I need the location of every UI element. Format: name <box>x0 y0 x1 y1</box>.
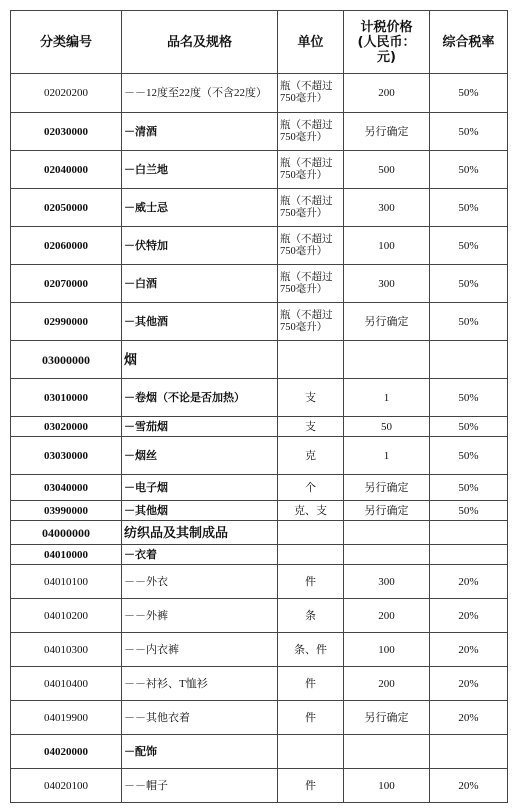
cell-price: 300 <box>344 565 430 599</box>
cell-unit: 件 <box>278 667 344 701</box>
cell-name: －－外裤 <box>122 599 278 633</box>
cell-code: 03010000 <box>11 379 122 417</box>
cell-name: －－12度至22度（不含22度） <box>122 74 278 113</box>
cell-unit: 瓶（不超过750毫升） <box>278 189 344 227</box>
cell-name: －雪茄烟 <box>122 417 278 437</box>
cell-rate: 50% <box>430 74 508 113</box>
table-header-row <box>11 11 508 74</box>
cell-name: －其他酒 <box>122 303 278 341</box>
cell-code: 04010400 <box>11 667 122 701</box>
cell-rate: 50% <box>430 151 508 189</box>
cell-rate: 50% <box>430 379 508 417</box>
cell-rate: 50% <box>430 303 508 341</box>
cell-code: 03030000 <box>11 437 122 475</box>
table-row <box>11 74 508 113</box>
header-name: 品名及规格 <box>122 11 278 74</box>
cell-code: 02060000 <box>11 227 122 265</box>
cell-rate: 50% <box>430 501 508 521</box>
cell-rate: 50% <box>430 265 508 303</box>
cell-unit: 件 <box>278 565 344 599</box>
cell-price: 另行确定 <box>344 501 430 521</box>
header-price: 计税价格 (人民币： 元) <box>344 11 430 74</box>
cell-rate <box>430 521 508 545</box>
cell-price: 100 <box>344 769 430 803</box>
table-row <box>11 521 508 545</box>
cell-name: －白兰地 <box>122 151 278 189</box>
cell-unit: 瓶（不超过750毫升） <box>278 303 344 341</box>
cell-unit: 件 <box>278 701 344 735</box>
table-row <box>11 565 508 599</box>
table-row <box>11 265 508 303</box>
table-row <box>11 701 508 735</box>
cell-rate <box>430 735 508 769</box>
cell-code: 04010300 <box>11 633 122 667</box>
header-rate: 综合税率 <box>430 11 508 74</box>
cell-unit: 瓶（不超过750毫升） <box>278 265 344 303</box>
table-row <box>11 599 508 633</box>
cell-price: 200 <box>344 599 430 633</box>
cell-price: 100 <box>344 633 430 667</box>
cell-price: 1 <box>344 379 430 417</box>
table-row <box>11 545 508 565</box>
header-code: 分类编号 <box>11 11 122 74</box>
table-row <box>11 227 508 265</box>
cell-code: 04000000 <box>11 521 122 545</box>
cell-rate: 50% <box>430 475 508 501</box>
cell-unit: 瓶（不超过750毫升） <box>278 74 344 113</box>
cell-name: －其他烟 <box>122 501 278 521</box>
cell-unit: 瓶（不超过750毫升） <box>278 113 344 151</box>
cell-name: －电子烟 <box>122 475 278 501</box>
cell-price: 1 <box>344 437 430 475</box>
cell-name: －清酒 <box>122 113 278 151</box>
cell-code: 03000000 <box>11 341 122 379</box>
cell-code: 02030000 <box>11 113 122 151</box>
table-row <box>11 379 508 417</box>
cell-code: 02050000 <box>11 189 122 227</box>
table-row <box>11 417 508 437</box>
cell-unit: 瓶（不超过750毫升） <box>278 227 344 265</box>
cell-name: －衣着 <box>122 545 278 565</box>
table-row <box>11 151 508 189</box>
cell-unit <box>278 545 344 565</box>
cell-code: 03040000 <box>11 475 122 501</box>
cell-name: 烟 <box>122 341 278 379</box>
cell-code: 03990000 <box>11 501 122 521</box>
cell-price: 另行确定 <box>344 701 430 735</box>
cell-rate: 20% <box>430 667 508 701</box>
table-row <box>11 735 508 769</box>
cell-unit <box>278 521 344 545</box>
cell-price: 100 <box>344 227 430 265</box>
table-row <box>11 769 508 803</box>
cell-code: 04020100 <box>11 769 122 803</box>
cell-rate: 20% <box>430 701 508 735</box>
cell-name: －白酒 <box>122 265 278 303</box>
table-row <box>11 633 508 667</box>
cell-name: －伏特加 <box>122 227 278 265</box>
cell-unit: 个 <box>278 475 344 501</box>
table-row <box>11 189 508 227</box>
cell-price <box>344 735 430 769</box>
cell-unit: 瓶（不超过750毫升） <box>278 151 344 189</box>
cell-name: －－其他衣着 <box>122 701 278 735</box>
cell-rate <box>430 341 508 379</box>
tariff-table <box>10 10 508 803</box>
cell-code: 04010000 <box>11 545 122 565</box>
cell-code: 04010100 <box>11 565 122 599</box>
cell-code: 02020200 <box>11 74 122 113</box>
cell-code: 04019900 <box>11 701 122 735</box>
cell-rate <box>430 545 508 565</box>
cell-price: 另行确定 <box>344 113 430 151</box>
cell-rate: 50% <box>430 437 508 475</box>
cell-price: 50 <box>344 417 430 437</box>
table-body <box>11 74 508 803</box>
table-row <box>11 303 508 341</box>
cell-name: 纺织品及其制成品 <box>122 521 278 545</box>
cell-name: －－帽子 <box>122 769 278 803</box>
cell-price: 500 <box>344 151 430 189</box>
cell-unit <box>278 735 344 769</box>
header-unit: 单位 <box>278 11 344 74</box>
cell-unit: 支 <box>278 379 344 417</box>
cell-code: 03020000 <box>11 417 122 437</box>
cell-price: 300 <box>344 189 430 227</box>
cell-rate: 50% <box>430 189 508 227</box>
cell-price: 200 <box>344 74 430 113</box>
cell-unit: 支 <box>278 417 344 437</box>
cell-unit <box>278 341 344 379</box>
cell-unit: 条 <box>278 599 344 633</box>
cell-unit: 克 <box>278 437 344 475</box>
cell-rate: 50% <box>430 113 508 151</box>
cell-name: －烟丝 <box>122 437 278 475</box>
cell-price: 另行确定 <box>344 475 430 501</box>
cell-name: －－衬衫、T恤衫 <box>122 667 278 701</box>
cell-price: 300 <box>344 265 430 303</box>
cell-unit: 件 <box>278 769 344 803</box>
cell-code: 02990000 <box>11 303 122 341</box>
cell-price <box>344 545 430 565</box>
cell-price: 200 <box>344 667 430 701</box>
cell-code: 04010200 <box>11 599 122 633</box>
cell-rate: 20% <box>430 769 508 803</box>
table-row <box>11 437 508 475</box>
cell-price: 另行确定 <box>344 303 430 341</box>
cell-code: 02070000 <box>11 265 122 303</box>
table-row <box>11 501 508 521</box>
table-row <box>11 113 508 151</box>
cell-code: 04020000 <box>11 735 122 769</box>
cell-name: －卷烟（不论是否加热） <box>122 379 278 417</box>
cell-price <box>344 521 430 545</box>
cell-name: －配饰 <box>122 735 278 769</box>
cell-rate: 50% <box>430 417 508 437</box>
table-row <box>11 341 508 379</box>
cell-rate: 20% <box>430 565 508 599</box>
cell-code: 02040000 <box>11 151 122 189</box>
cell-name: －威士忌 <box>122 189 278 227</box>
table-row <box>11 475 508 501</box>
cell-name: －－外衣 <box>122 565 278 599</box>
cell-rate: 20% <box>430 633 508 667</box>
cell-unit: 条、件 <box>278 633 344 667</box>
cell-price <box>344 341 430 379</box>
cell-name: －－内衣裤 <box>122 633 278 667</box>
cell-rate: 20% <box>430 599 508 633</box>
cell-rate: 50% <box>430 227 508 265</box>
table-row <box>11 667 508 701</box>
cell-unit: 克、支 <box>278 501 344 521</box>
